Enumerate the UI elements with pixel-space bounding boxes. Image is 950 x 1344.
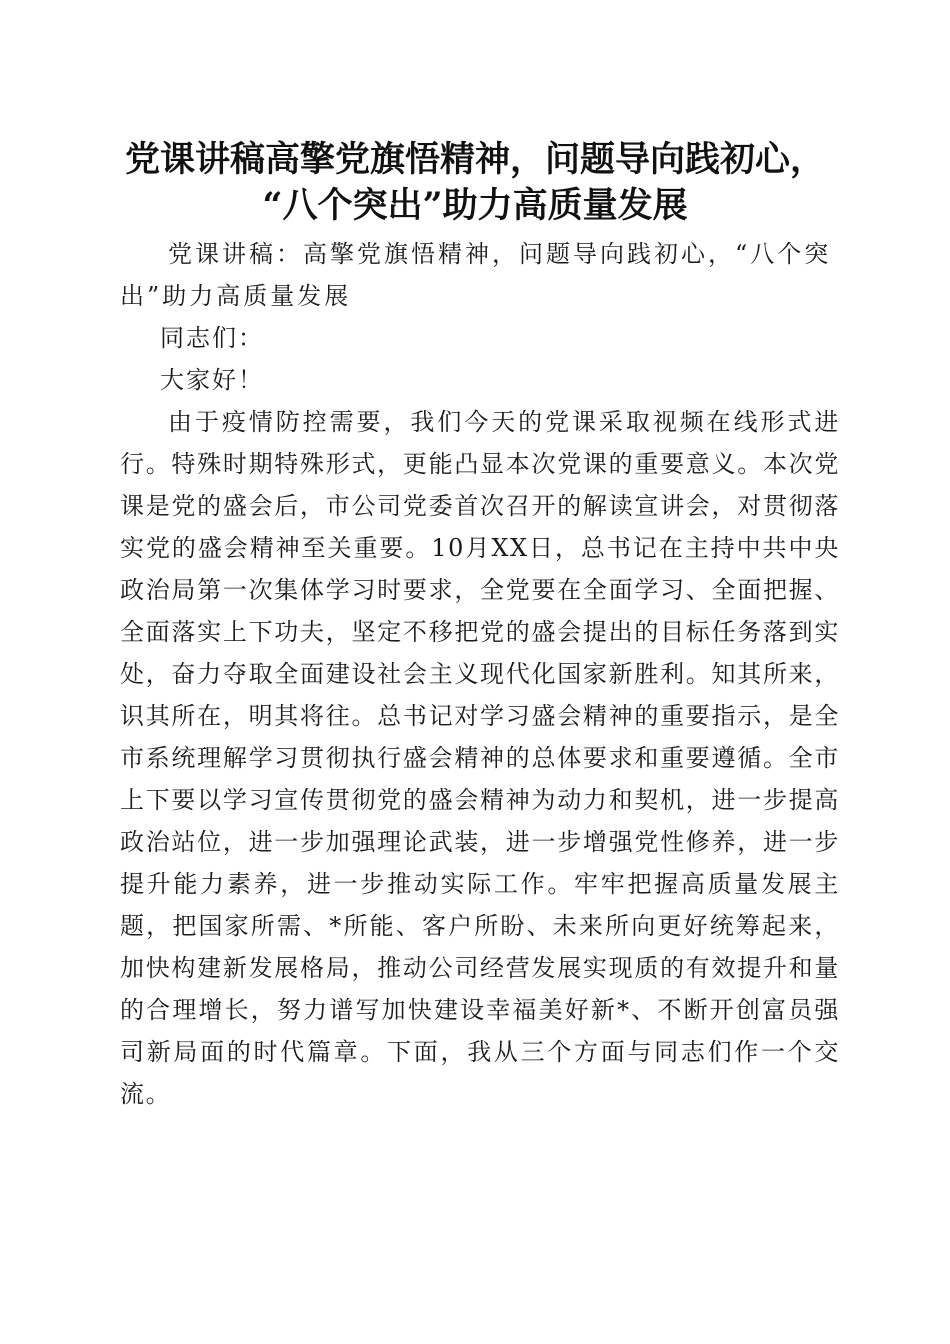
main-paragraph: 由于疫情防控需要，我们今天的党课采取视频在线形式进行。特殊时期特殊形式，更能凸显本次党课的重要意义。本次党课是党的盛会后，市公司党委首次召开的解读宣讲会，对贯彻落实党的盛会精神至关重要。10月XX日，总书记在主持中共中央政治局第一次集体学习时要求，全党要在全面学习、全面把握、全面落实上下功夫，坚定不移把党的盛会提出的目标任务落到实处，奋力夺取全面建设社会主义现代化国家新胜利。知其所来，识其所在，明其将往。总书记对学习盛会精神的重要指示，是全市系统理解学习贯彻执行盛会精神的总体要求和重要遵循。全市上下要以学习宣传贯彻党的盛会精神为动力和契机，进一步提高政治站位，进一步加强理论武装，进一步增强党性修养，进一步提升能力素养，进一步推动实际工作。牢牢把握高质量发展主题，把国家所需、*所能、客户所盼、未来所向更好统筹起来，加快构建新发展格局，推动公司经营发展实现质的有效提升和量的合理增长，努力谱写加快建设幸福美好新*、不断开创富员强司新局面的时代篇章。下面，我从三个方面与同志们作一个交流。: [120, 408, 840, 1108]
document-title-line-1: 党课讲稿高擎党旗悟精神，问题导向践初心，: [124, 139, 825, 180]
greeting-paragraph: 同志们：: [160, 324, 264, 352]
subtitle-paragraph: 党课讲稿：高擎党旗悟精神，问题导向践初心，“八个突出”助力高质量发展: [120, 240, 832, 310]
document-title-line-2: “八个突出”助力高质量发展: [262, 185, 688, 226]
hello-paragraph: 大家好！: [160, 366, 264, 394]
